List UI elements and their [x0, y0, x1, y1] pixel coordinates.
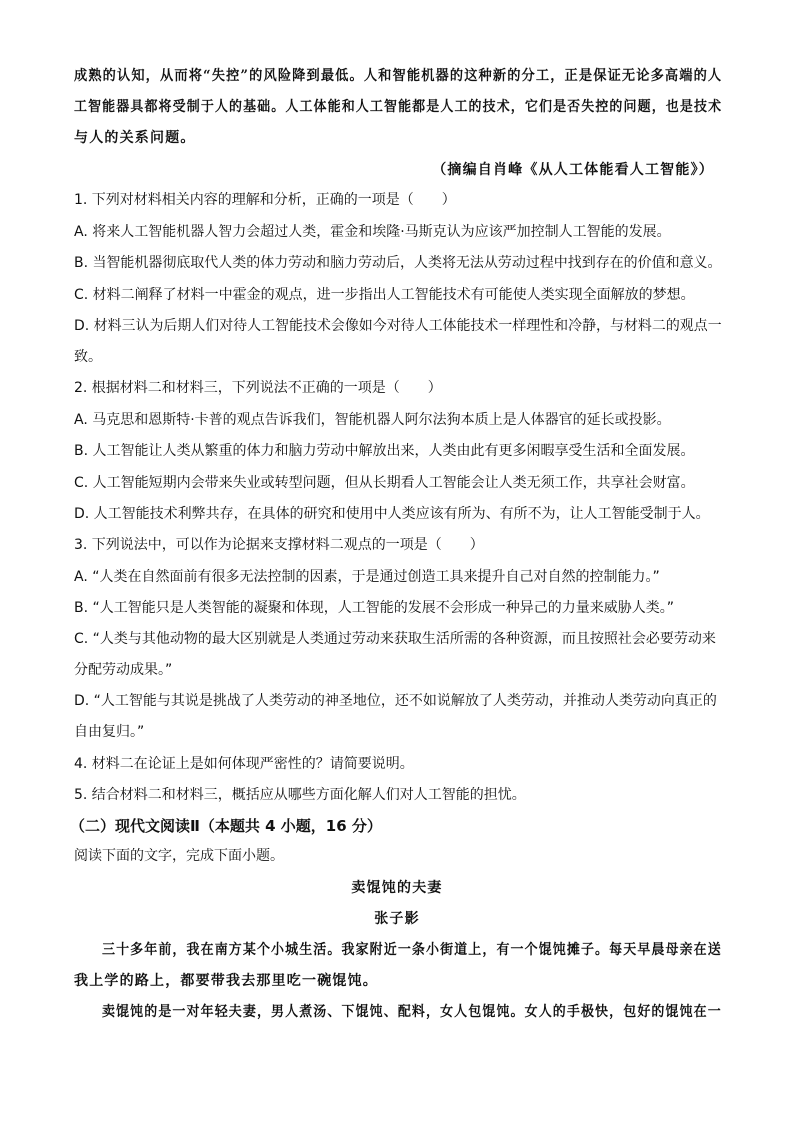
story-line-3: 卖馄饨的是一对年轻夫妻，男人煮汤、下馄饨、配料，女人包馄饨。女人的手极快，包好的馄饨在一 [102, 1004, 722, 1020]
question-2-stem: 2. 根据材料二和材料三，下列说法不正确的一项是（ ） [74, 380, 442, 396]
passage-line-3: 与人的关系问题。 [74, 130, 196, 146]
story-title: 卖馄饨的夫妻 [351, 880, 443, 896]
question-3-option-c: C. “人类与其他动物的最大区别就是人类通过劳动来获取生活所需的各种资源，而且按照社会必要劳动来 [74, 631, 716, 647]
passage-line-2: 工智能器具都将受制于人的基础。人工体能和人工智能都是人工的技术，它们是否失控的问题，也是技术 [74, 99, 723, 115]
passage-source: （摘编自肖峰《从人工体能看人工智能》） [432, 162, 714, 178]
question-1-option-b: B. 当智能机器彻底取代人类的体力劳动和脑力劳动后，人类将无法从劳动过程中找到存在的价值和意义。 [74, 255, 722, 271]
section-instruction: 阅读下面的文字，完成下面小题。 [74, 848, 284, 864]
question-4: 4. 材料二在论证上是如何体现严密性的？请简要说明。 [74, 756, 414, 772]
section-heading: （二）现代文阅读Ⅱ（本题共 4 小题，16 分） [70, 817, 382, 835]
story-author: 张子影 [374, 911, 420, 927]
question-3-option-a: A. “人类在自然面前有很多无法控制的因素，于是通过创造工具来提升自己对自然的控制能力。” [74, 569, 660, 585]
question-2-option-d: D. 人工智能技术利弊共存，在具体的研究和使用中人类应该有所为、有所不为，让人工智能受制于人。 [74, 506, 710, 522]
question-3-option-d-cont: 自由复归。” [74, 724, 145, 740]
question-1-option-a: A. 将来人工智能机器人智力会超过人类，霍金和埃隆·马斯克认为应该严加控制人工智能的发展。 [74, 224, 671, 240]
question-2-option-b: B. 人工智能让人类从繁重的体力和脑力劳动中解放出来，人类由此有更多闲暇享受生活和全面发展。 [74, 443, 695, 459]
question-2-option-c: C. 人工智能短期内会带来失业或转型问题，但从长期看人工智能会让人类无须工作，共享社会财富。 [74, 475, 695, 491]
question-5: 5. 结合材料二和材料三，概括应从哪些方面化解人们对人工智能的担忧。 [74, 787, 526, 803]
question-1-option-d: D. 材料三认为后期人们对待人工智能技术会像如今对待人工体能技术一样理性和冷静，与材料二的观点一 [74, 318, 722, 334]
question-1-option-c: C. 材料二阐释了材料一中霍金的观点，进一步指出人工智能技术有可能使人类实现全面解放的梦想。 [74, 287, 695, 303]
question-3-stem: 3. 下列说法中，可以作为论据来支撑材料二观点的一项是（ ） [74, 537, 484, 553]
question-3-option-b: B. “人工智能只是人类智能的凝聚和体现，人工智能的发展不会形成一种异己的力量来威胁人类。” [74, 600, 675, 616]
question-3-option-d: D. “人工智能与其说是挑战了人类劳动的神圣地位，还不如说解放了人类劳动，并推动人类劳动向真正的 [74, 693, 717, 709]
story-line-2: 我上学的路上，都要带我去那里吃一碗馄饨。 [74, 973, 378, 989]
question-3-option-c-cont: 分配劳动成果。” [74, 662, 173, 678]
passage-line-1: 成熟的认知，从而将“失控”的风险降到最低。人和智能机器的这种新的分工，正是保证无论多高端的人 [74, 68, 723, 84]
question-1-option-d-cont: 致。 [74, 349, 102, 365]
question-2-option-a: A. 马克思和恩斯特·卡普的观点告诉我们，智能机器人阿尔法狗本质上是人体器官的延长或投影。 [74, 412, 671, 428]
question-1-stem: 1. 下列对材料相关内容的理解和分析，正确的一项是（ ） [74, 192, 456, 208]
story-line-1: 三十多年前，我在南方某个小城生活。我家附近一条小街道上，有一个馄饨摊子。每天早晨母亲在送 [102, 942, 722, 958]
